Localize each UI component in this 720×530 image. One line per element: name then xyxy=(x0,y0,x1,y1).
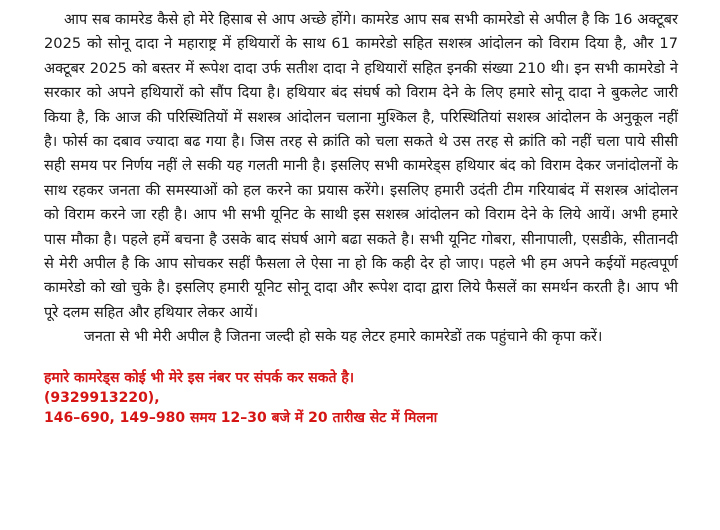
letter-paragraph-appeal-to-public: जनता से भी मेरी अपील है जितना जल्दी हो सके यह लेटर हमारे कामरेडों तक पहुंचाने की कृपा करें। xyxy=(84,328,603,346)
contact-block xyxy=(44,368,678,428)
contact-instruction: हमारे कामरेड्स कोई भी मेरे इस नंबर पर संपर्क कर सकते है। xyxy=(44,369,355,386)
letter-document xyxy=(44,8,678,428)
letter-paragraph-appeal-to-comrades: आप सब कामरेड कैसे हो मेरे हिसाब से आप अच्छे होंगे। कामरेड आप सब सभी कामरेडो से अपील है कि 16 अक्टूबर 2025 को सोनू दादा ने महाराष्ट्र में हथियारों के साथ 61 कामरेडो सहित सशस्त्र आंदोलन को विराम दिया है, और 17 अक्टूबर 2025 को बस्तर में रूपेश दादा उर्फ सतीश दादा ने हथियारों सहित इनकी संख्या 210 थी। इन सभी कामरेडो ने सरकार को अपने हथियारों को सौंप दिया है। हथियार बंद संघर्ष को विराम देने के लिए हमारे सोनू दादा ने बुकलेट जारी किया है, कि आज की परिस्थितियों में सशस्त्र आंदोलन चलाना मुश्किल है, परिस्थितियां सशस्त्र आंदोलन के अनुकूल नहीं है। फोर्स का दबाव ज्यादा बढ गया है। जिस तरह से क्रांति को चला सकते थे उस तरह से क्रांति को नहीं चला पाये सीसी सही समय पर निर्णय नहीं ले सकी यह गलती मानी है। इसलिए सभी कामरेड्स हथियार बंद को विराम देकर जनांदोलनों के साथ रहकर जनता की समस्याओं को हल करने का प्रयास करेंगे। इसलिए हमारी उदंती टीम गरियाबंद में सशस्त्र आंदोलन को विराम करने जा रही है। आप भी सभी यूनिट के साथी इस सशस्त्र आंदोलन को विराम देने के लिये आयें। अभी हमारे पास मौका है। पहले हमें बचना है उसके बाद संघर्ष आगे बढा सकते है। सभी यूनिट गोबरा, सीनापाली, एसडीके, सीतानदी से मेरी अपील है कि आप सोचकर सहीं फैसला ले ऐसा ना हो कि कही देर हो जाए। पहले भी हम अपने कईयों महत्वपूर्ण कामरेडो को खो चुके है। इसलिए हमारी यूनिट सोनू दादा और रूपेश दादा द्वारा लिये फैसलें का समर्थन करती है। आप भी पूरे दलम सहित और हथियार लेकर आयें। xyxy=(44,11,678,321)
contact-meeting-details: 146–690, 149–980 समय 12–30 बजे में 20 तारीख सेट में मिलना xyxy=(44,409,438,426)
contact-phone-number: (9329913220), xyxy=(44,389,160,406)
